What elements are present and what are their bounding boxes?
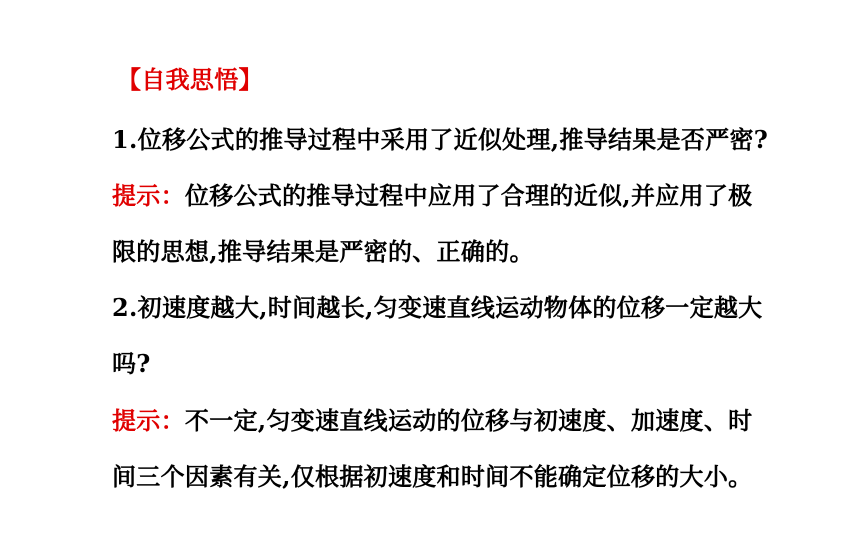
- section-heading: 【自我思悟】: [117, 65, 263, 94]
- hint-2-text: 不一定,匀变速直线运动的位移与初速度、加速度、时: [184, 406, 753, 435]
- question-2-line-1: 2.初速度越大,时间越长,匀变速直线运动物体的位移一定越大: [112, 293, 763, 322]
- hint-1-line-1: [112, 180, 752, 212]
- question-2-line-2: 吗?: [112, 349, 151, 378]
- question-1-text: 1.位移公式的推导过程中采用了近似处理,推导结果是否严密?: [112, 125, 769, 154]
- hint-label: 提示：: [112, 181, 185, 210]
- hint-2-line-2: 间三个因素有关,仅根据初速度和时间不能确定位移的大小。: [112, 462, 753, 491]
- hint-label: 提示：: [112, 406, 185, 435]
- hint-1-text: 位移公式的推导过程中应用了合理的近似,并应用了极: [184, 181, 753, 210]
- hint-2-line-1: [112, 405, 752, 437]
- hint-1-line-2: 限的思想,推导结果是严密的、正确的。: [112, 237, 534, 266]
